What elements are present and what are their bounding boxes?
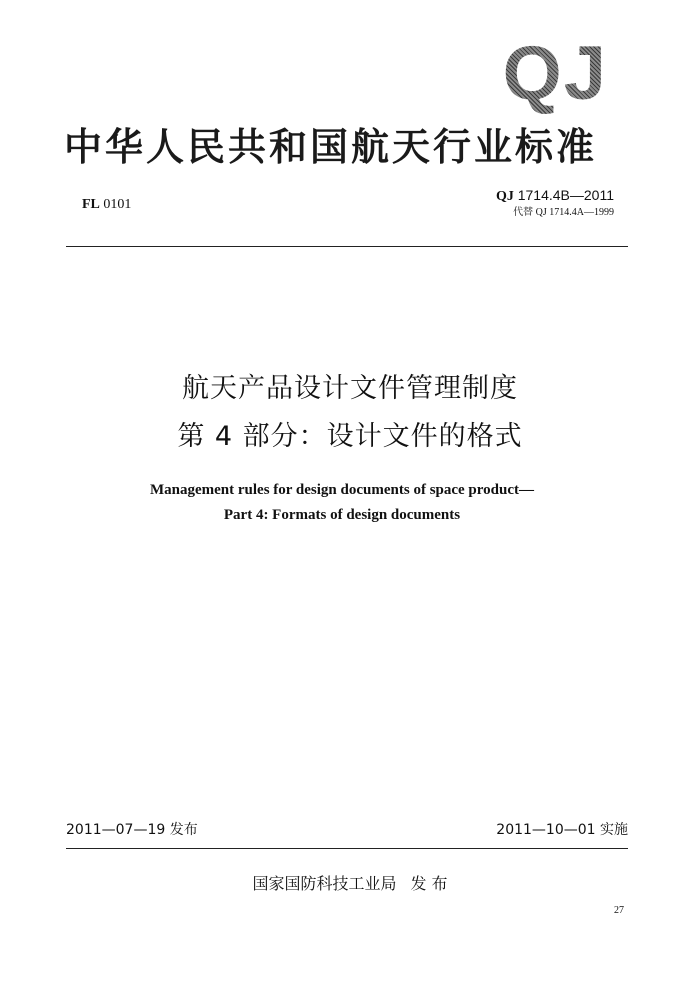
chinese-title-line-1: 航天产品设计文件管理制度 [182,373,518,404]
standard-code: 1714.4B—2011 [517,187,614,203]
publisher-name: 国家国防科技工业局 [252,874,397,893]
english-title-line-1: Management rules for design documents of space product— [149,482,535,498]
publisher [0,873,700,895]
classification-prefix: FL [82,197,100,212]
english-title-line-2: Part 4: Formats of design documents [223,507,461,523]
standard-category-title: 中华人民共和国航天行业标准 [64,125,598,169]
classification-number: 0101 [103,197,132,212]
top-divider [66,246,628,247]
issue-date: 2011—07—19 发布 [66,822,198,838]
replaces-standard: 代替 QJ 1714.4A—1999 [513,207,614,218]
bottom-divider [66,848,628,849]
standard-prefix: QJ [495,189,514,204]
page-number: 27 [614,905,624,916]
classification-code [82,196,131,214]
publish-word: 发 布 [410,874,448,893]
implementation-date: 2011—10—01 实施 [496,822,628,838]
qj-logo: QJ [478,34,608,114]
standard-number [474,186,614,206]
chinese-title-line-2: 第 4 部分：设计文件的格式 [177,421,523,452]
